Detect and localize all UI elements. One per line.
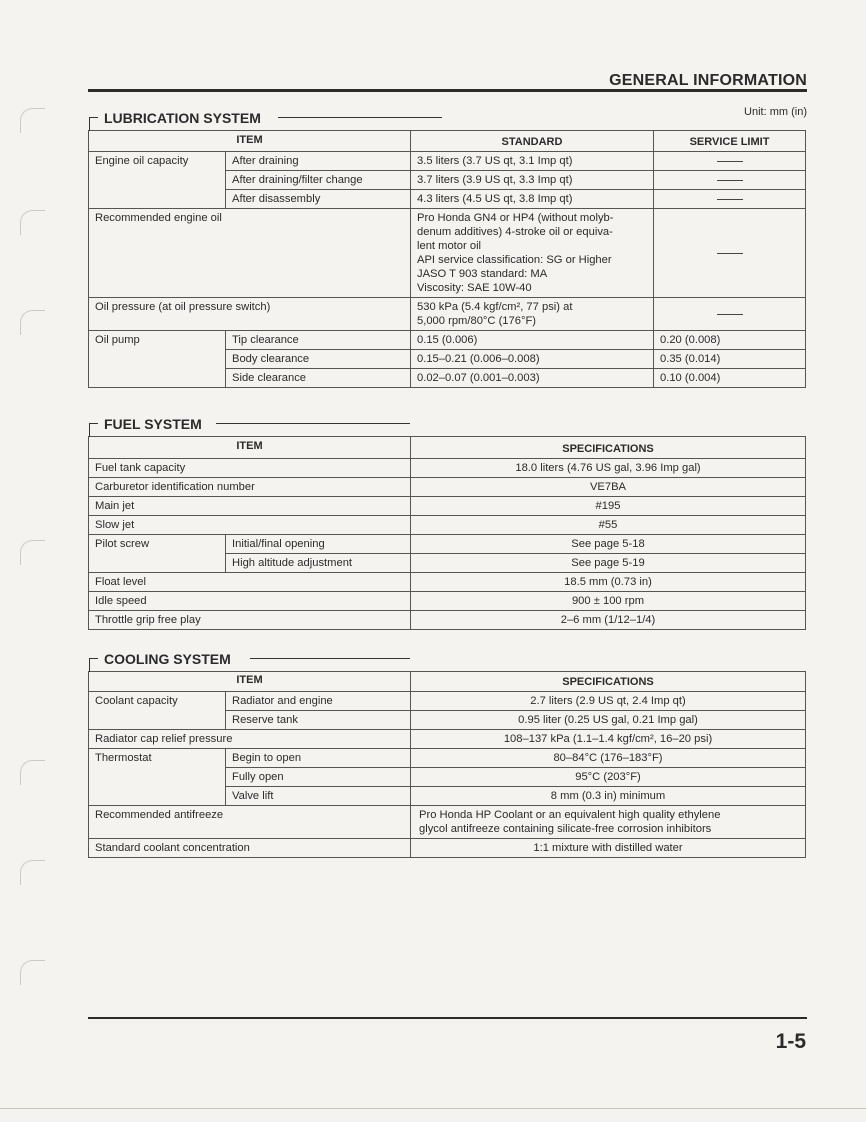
sub-item: After draining xyxy=(226,152,411,171)
sub-item: After draining/filter change xyxy=(226,171,411,190)
sub-item: Radiator and engine xyxy=(226,692,411,711)
spec-value: 18.0 liters (4.76 US gal, 3.96 Imp gal) xyxy=(411,459,806,478)
row-label-engine-oil-capacity: Engine oil capacity xyxy=(89,152,226,209)
page-number: 1-5 xyxy=(775,1030,806,1053)
row-label-fuel-tank: Fuel tank capacity xyxy=(89,459,411,478)
spec-value: 95°C (203°F) xyxy=(411,768,806,787)
row-label-idle-speed: Idle speed xyxy=(89,592,411,611)
service-limit-none xyxy=(654,209,806,298)
section-rule xyxy=(278,117,442,118)
section-title: LUBRICATION SYSTEM xyxy=(104,110,267,126)
spec-value: 2.7 liters (2.9 US qt, 2.4 Imp qt) xyxy=(411,692,806,711)
standard-value: 0.15 (0.006) xyxy=(411,331,654,350)
section-title: COOLING SYSTEM xyxy=(104,651,237,667)
col-header-service-limit: SERVICE LIMIT xyxy=(654,131,806,152)
spec-value: 1:1 mixture with distilled water xyxy=(411,839,806,858)
row-label-float-level: Float level xyxy=(89,573,411,592)
standard-value: 0.02–0.07 (0.001–0.003) xyxy=(411,369,654,388)
standard-value: 3.7 liters (3.9 US qt, 3.3 Imp qt) xyxy=(411,171,654,190)
row-label-recommended-oil: Recommended engine oil xyxy=(89,209,411,298)
section-header xyxy=(88,651,807,671)
row-label-cap-relief-pressure: Radiator cap relief pressure xyxy=(89,730,411,749)
sub-item: Begin to open xyxy=(226,749,411,768)
spec-value: See page 5-19 xyxy=(411,554,806,573)
col-header-item: ITEM xyxy=(89,672,411,692)
row-label-throttle-free-play: Throttle grip free play xyxy=(89,611,411,630)
section-rule xyxy=(250,658,410,659)
row-label-main-jet: Main jet xyxy=(89,497,411,516)
sub-item: Body clearance xyxy=(226,350,411,369)
punch-mark xyxy=(20,960,45,985)
row-label-thermostat: Thermostat xyxy=(89,749,226,806)
sub-item: After disassembly xyxy=(226,190,411,209)
punch-mark xyxy=(20,108,45,133)
standard-value: 530 kPa (5.4 kgf/cm², 77 psi) at 5,000 rpm/80°C (176°F) xyxy=(411,298,654,331)
row-label-pilot-screw: Pilot screw xyxy=(89,535,226,573)
punch-mark xyxy=(20,860,45,885)
row-label-coolant-capacity: Coolant capacity xyxy=(89,692,226,730)
sub-item: Valve lift xyxy=(226,787,411,806)
row-label-carburetor-id: Carburetor identification number xyxy=(89,478,411,497)
standard-value: Pro Honda GN4 or HP4 (without molyb- denum additives) 4-stroke oil or equiva- lent motor oil API service classification: SG or Higher JASO T 903 standard: MA Viscosity: SAE 10W-40 xyxy=(411,209,654,298)
standard-value: 0.15–0.21 (0.006–0.008) xyxy=(411,350,654,369)
service-limit-value: 0.10 (0.004) xyxy=(654,369,806,388)
lubrication-section xyxy=(88,106,807,388)
unit-label: Unit: mm (in) xyxy=(744,106,807,118)
section-title: FUEL SYSTEM xyxy=(104,416,208,432)
spec-value: 8 mm (0.3 in) minimum xyxy=(411,787,806,806)
scan-edge-line xyxy=(0,1108,866,1109)
row-label-oil-pump: Oil pump xyxy=(89,331,226,388)
lubrication-table xyxy=(88,130,806,388)
spec-value: 80–84°C (176–183°F) xyxy=(411,749,806,768)
service-limit-none xyxy=(654,171,806,190)
sub-item: Side clearance xyxy=(226,369,411,388)
punch-mark xyxy=(20,540,45,565)
section-bracket xyxy=(89,658,98,672)
service-limit-value: 0.20 (0.008) xyxy=(654,331,806,350)
col-header-item: ITEM xyxy=(89,437,411,459)
service-limit-value: 0.35 (0.014) xyxy=(654,350,806,369)
footer-rule xyxy=(88,1017,807,1019)
header-rule xyxy=(88,89,807,92)
spec-value: 0.95 liter (0.25 US gal, 0.21 Imp gal) xyxy=(411,711,806,730)
sub-item: Reserve tank xyxy=(226,711,411,730)
cooling-table xyxy=(88,671,806,858)
col-header-standard: STANDARD xyxy=(411,131,654,152)
sub-item: Fully open xyxy=(226,768,411,787)
spec-value: 18.5 mm (0.73 in) xyxy=(411,573,806,592)
punch-mark xyxy=(20,210,45,235)
standard-value: 4.3 liters (4.5 US qt, 3.8 Imp qt) xyxy=(411,190,654,209)
spec-value: 900 ± 100 rpm xyxy=(411,592,806,611)
fuel-table xyxy=(88,436,806,630)
section-bracket xyxy=(89,117,98,131)
service-limit-none xyxy=(654,152,806,171)
spec-value: 2–6 mm (1/12–1/4) xyxy=(411,611,806,630)
row-label-oil-pressure: Oil pressure (at oil pressure switch) xyxy=(89,298,411,331)
row-label-coolant-concentration: Standard coolant concentration xyxy=(89,839,411,858)
section-rule xyxy=(216,423,410,424)
spec-value: #55 xyxy=(411,516,806,535)
section-header xyxy=(88,416,807,436)
spec-value: VE7BA xyxy=(411,478,806,497)
row-label-slow-jet: Slow jet xyxy=(89,516,411,535)
punch-mark xyxy=(20,760,45,785)
punch-mark xyxy=(20,310,45,335)
sub-item: Initial/final opening xyxy=(226,535,411,554)
section-bracket xyxy=(89,423,98,437)
fuel-section xyxy=(88,416,807,630)
spec-value: Pro Honda HP Coolant or an equivalent high quality ethylene glycol antifreeze containing silicate-free corrosion inhibitors xyxy=(411,806,806,839)
standard-value: 3.5 liters (3.7 US qt, 3.1 Imp qt) xyxy=(411,152,654,171)
row-label-antifreeze: Recommended antifreeze xyxy=(89,806,411,839)
service-limit-none xyxy=(654,190,806,209)
service-limit-none xyxy=(654,298,806,331)
spec-value: 108–137 kPa (1.1–1.4 kgf/cm², 16–20 psi) xyxy=(411,730,806,749)
spec-value: #195 xyxy=(411,497,806,516)
cooling-section xyxy=(88,651,807,858)
col-header-item: ITEM xyxy=(89,131,411,152)
col-header-specifications: SPECIFICATIONS xyxy=(411,437,806,459)
col-header-specifications: SPECIFICATIONS xyxy=(411,672,806,692)
section-header xyxy=(88,106,807,130)
page-header-title: GENERAL INFORMATION xyxy=(609,72,807,89)
spec-value: See page 5-18 xyxy=(411,535,806,554)
sub-item: Tip clearance xyxy=(226,331,411,350)
sub-item: High altitude adjustment xyxy=(226,554,411,573)
